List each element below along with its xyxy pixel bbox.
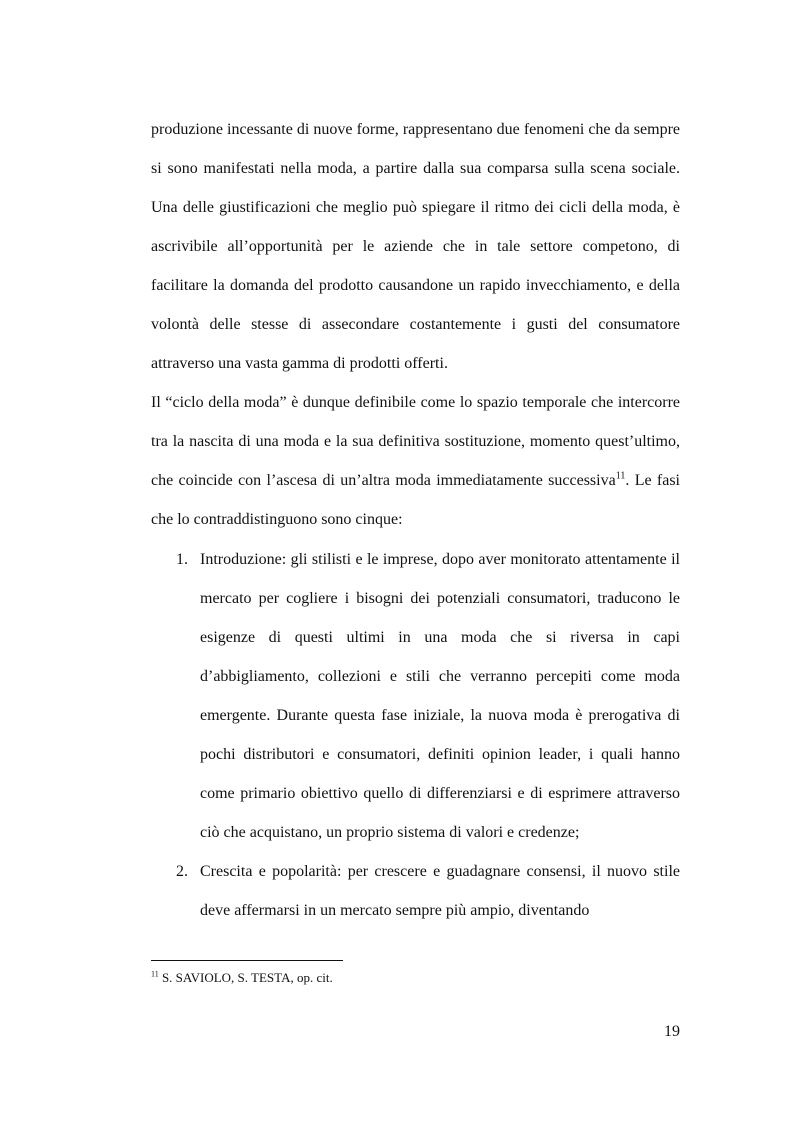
list-item [151,540,680,852]
list-item-text: Crescita e popolarità: per crescere e guadagnare consensi, il nuovo stile deve affermarsi in un mercato sempre più ampio, diventando [200,862,680,919]
list-item-number: 1. [176,550,188,568]
footnote [151,969,680,987]
paragraph-text: . Le fasi che lo contraddistinguono sono cinque: [151,472,681,529]
paragraph: produzione incessante di nuove forme, rappresentano due fenomeni che da sempre si sono manifestati nella moda, a partire dalla sua comparsa sulla scena sociale. Una delle giustificazioni che meglio può spiegare il ritmo dei cicli della moda, è ascrivibile all’opportunità per le aziende che in tale settore competono, di facilitare la domanda del prodotto causandone un rapido invecchiamento, e della volontà delle stesse di assecondare costantemente i gusti del consumatore attraverso una vasta gamma di prodotti offerti. [151,121,680,373]
paragraph-text: Il “ciclo della moda” è dunque definibile come lo spazio temporale che intercorre tra la nascita di una moda e la sua definitiva sostituzione, momento quest’ultimo, che coincide con l’ascesa di un’altra moda immediatamente successiva [151,394,680,490]
phases-list [151,540,680,930]
paragraph [151,383,680,539]
page-number: 19 [664,1023,680,1040]
footnote-mark: 11 [151,969,159,979]
footnote-reference: 11 [615,471,626,483]
footnote-text: S. SAVIOLO, S. TESTA, op. cit. [158,970,333,985]
footnote-separator [151,960,343,961]
body-text [151,110,680,930]
list-item [151,852,680,930]
list-item-text: Introduzione: gli stilisti e le imprese, dopo aver monitorato attentamente il mercato per cogliere i bisogni dei potenziali consumatori, traducono le esigenze di questi ultimi in una moda che si riversa in capi d’abbigliamento, collezioni e stili che verranno percepiti come moda emergente. Durante questa fase iniziale, la nuova moda è prerogativa di pochi distributori e consumatori, definiti opinion leader, i quali hanno come primario obiettivo quello di differenziarsi e di esprimere attraverso ciò che acquistano, un proprio sistema di valori e credenze; [200,550,680,841]
list-item-number: 2. [176,862,188,880]
